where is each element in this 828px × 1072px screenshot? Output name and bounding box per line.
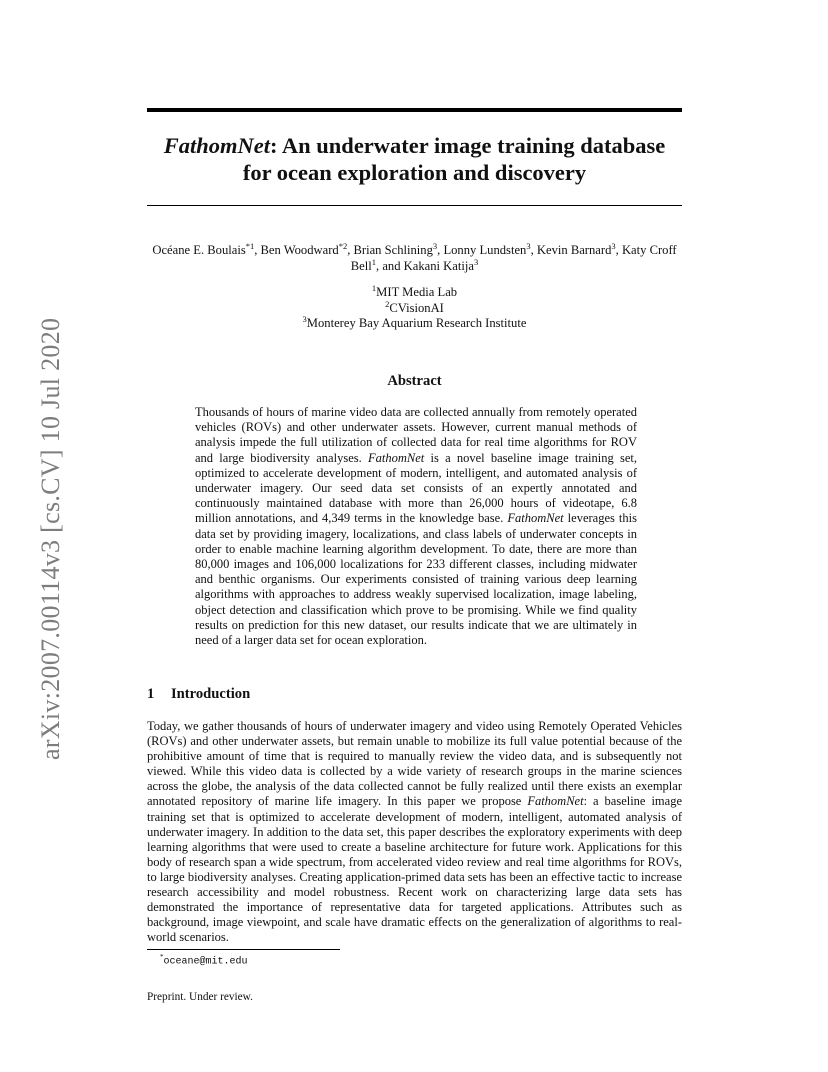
author-6: , Katy Croff Bell (350, 243, 677, 273)
abstract-emphasis-1: FathomNet (367, 450, 425, 465)
section-number: 1 (147, 686, 155, 702)
title-bottom-rule (147, 205, 682, 206)
affiliation-1-mark: 1 (371, 282, 377, 293)
author-2: , Ben Woodward (254, 243, 339, 257)
affiliation-2-mark: 2 (385, 298, 390, 309)
author-3: , Brian Schlining (347, 243, 433, 257)
abstract-text-2: is a novel baseline image training set, optimized to accelerate development of modern, intelligent, and automated analysis of underwater imagery. Our seed data set consists of an expertly annotated and continuously maintained database with more than 26,000 hours of videotape, 6.8 million annotations, and 4,349 terms in the knowledge base. (195, 450, 637, 526)
author-3-mark: 3 (432, 240, 438, 251)
paper-title (147, 132, 682, 186)
abstract-text-3: leverages this data set by providing imagery, localizations, and class labels of underwater concepts in order to enable machine learning algorithm development. To date, there are more than 80,000 images and 106,000 localizations for 233 different classes, including midwater and benthic organisms. Our experiments consisted of training various deep learning algorithms with approaches to address weakly supervised localization, image labeling, object detection and classification which prove to be promising. While we find quality results on prediction for this new dataset, our results indicate that we are ultimately in need of a larger data set for ocean exploration. (195, 511, 637, 648)
introduction-body (147, 719, 682, 945)
affiliation-list (147, 282, 682, 332)
abstract-body (195, 405, 637, 648)
affiliation-1 (147, 282, 682, 301)
intro-emphasis-1: FathomNet (527, 794, 584, 809)
affiliation-2 (147, 298, 682, 317)
intro-text-2: : a baseline image training set that is optimized to accelerate development of modern, intelligent, automated analysis of underwater imagery. In addition to the data set, this paper describes the exploratory experiments with deep learning algorithms that were used to create a baseline architecture for future work. Applications for this body of research span a wide spectrum, from accelerated video review and real time algorithms for ROVs, to large biodiversity analyses. Creating application-primed data sets has been an effective tactic to increase research accessibility and model robustness. Recent work on characterizing large data sets has demonstrated the importance of representative data for targeted applications. Attributes such as background, image viewpoint, and scale have dramatic effects on the generalization of algorithms to real-world scenarios. (147, 794, 682, 945)
section-heading-introduction (147, 686, 250, 703)
title-project-name: FathomNet (163, 133, 271, 158)
affiliation-1-name: MIT Media Lab (376, 285, 458, 299)
author-7-mark: 3 (473, 256, 479, 267)
author-1: Océane E. Boulais (152, 243, 246, 257)
author-6-mark: 1 (371, 256, 377, 267)
footnote-email: oceane@mit.edu (163, 956, 248, 968)
author-4-mark: 3 (526, 240, 531, 251)
author-2-mark: *2 (338, 240, 348, 251)
title-line2: for ocean exploration and discovery (242, 160, 587, 185)
preprint-notice: Preprint. Under review. (147, 991, 253, 1003)
abstract-heading: Abstract (387, 373, 442, 389)
author-1-mark: *1 (245, 240, 255, 251)
footnote-rule (147, 949, 340, 950)
abstract-text-1: Thousands of hours of marine video data are collected annually from remotely operated vehicles (ROVs) and other underwater assets. However, current manual methods of analysis impede the full utilization of collected data for real time algorithms for ROV and large biodiversity analyses. (195, 405, 637, 465)
intro-text-1: Today, we gather thousands of hours of underwater imagery and video using Remotely Operated Vehicles (ROVs) and other underwater assets, but remain unable to mobilize its full value potential because of the prohibitive amount of time that is required to manually review the video data, and is subsequently not viewed. While this video data is collected by a wide variety of research groups in the marine sciences across the globe, the analysis of the data collected cannot be fully realized until there exists an exemplar annotated repository of marine life imagery. In this paper we propose (147, 719, 682, 809)
author-5: , Kevin Barnard (530, 243, 612, 257)
affiliation-3-mark: 3 (302, 313, 307, 324)
affiliation-2-name: CVisionAI (389, 300, 444, 315)
arxiv-stamp: arXiv:2007.00114v3 [cs.CV] 10 Jul 2020 (36, 317, 65, 760)
footnote-mark: * (160, 953, 164, 961)
author-list (147, 242, 682, 274)
section-title: Introduction (171, 686, 251, 702)
author-7: , and Kakani Katija (376, 259, 474, 273)
abstract-emphasis-2: FathomNet (507, 511, 564, 526)
author-5-mark: 3 (611, 240, 616, 251)
affiliation-3 (147, 313, 682, 332)
footnote (160, 953, 248, 967)
title-line1-rest: : An underwater image training database (270, 133, 666, 158)
title-top-rule (147, 108, 682, 112)
affiliation-3-name: Monterey Bay Aquarium Research Institute (306, 316, 527, 330)
author-4: , Lonny Lundsten (437, 243, 527, 257)
